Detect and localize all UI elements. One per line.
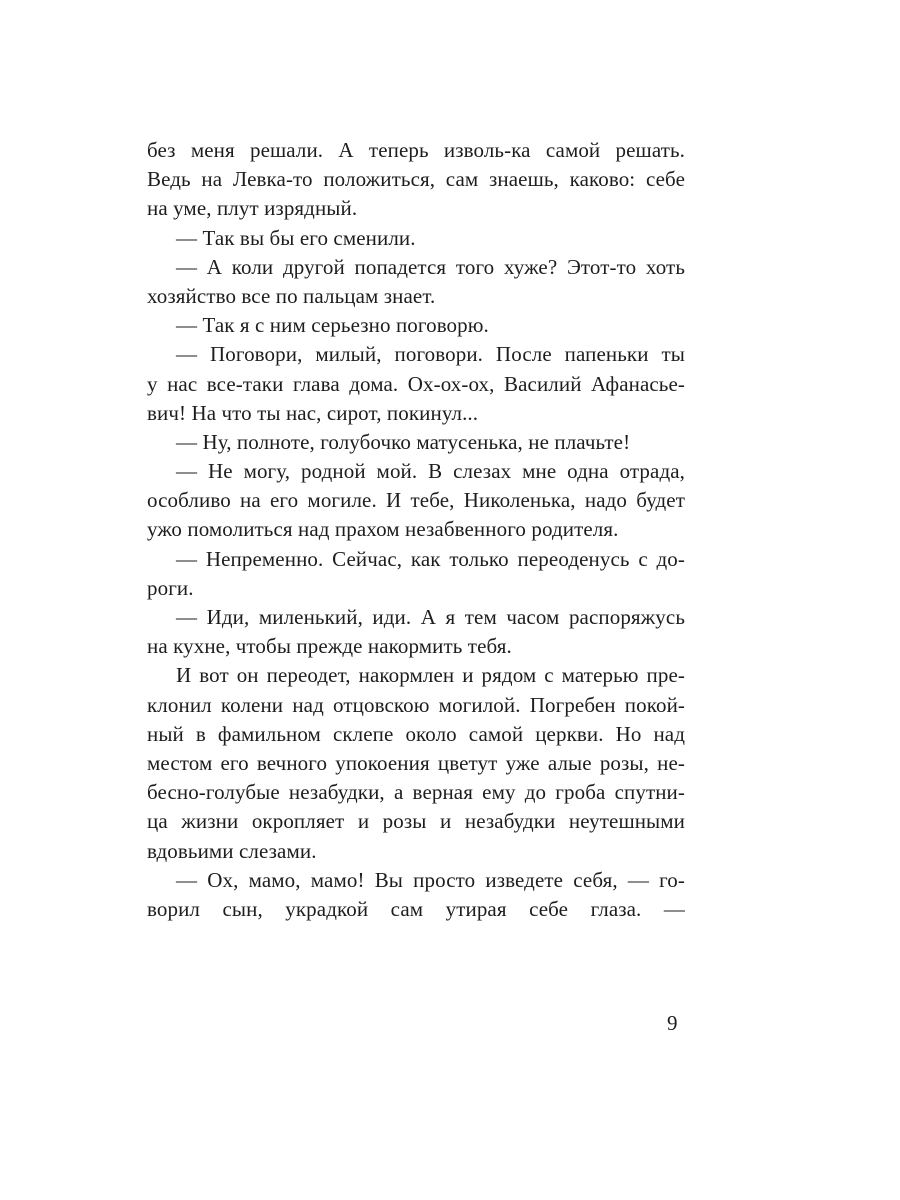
text-line: — Так я с ним серьезно поговорю. [176, 313, 489, 338]
text-line: на уме, плут изрядный. [147, 196, 358, 221]
text-line: И вот он переодет, накормлен и рядом с матерью пре- [176, 663, 685, 688]
text-line: — Иди, миленький, иди. А я тем часом распоряжусь [176, 605, 685, 629]
page-number: 9 [667, 1011, 678, 1035]
text-line: — Так вы бы его сменили. [176, 225, 416, 250]
text-line: вич! На что ты нас, сирот, покинул... [147, 400, 479, 425]
text-line: — Не могу, родной мой. В слезах мне одна отрада, [176, 459, 685, 484]
text-line: на кухне, чтобы прежде накормить тебя. [147, 634, 512, 659]
text-line: роги. [147, 575, 194, 600]
text-line: — Поговори, милый, поговори. После папеньки ты [176, 342, 685, 367]
text-line: у нас все-таки глава дома. Ох-ох-ох, Василий Афанасье- [147, 371, 685, 396]
text-line: ный в фамильном склепе около самой церкви. Но над [147, 721, 685, 746]
text-line: — Ох, мамо, мамо! Вы просто изведете себя, — го- [176, 867, 685, 892]
text-line: ца жизни окропляет и розы и незабудки неутешными [147, 809, 685, 834]
text-line: Ведь на Левка-то положиться, сам знаешь, каково: себе [147, 167, 685, 192]
text-line: — Непременно. Сейчас, как только переоденусь с до- [176, 546, 685, 571]
text-line: клонил колени над отцовскою могилой. Погребен покой- [147, 692, 685, 717]
body-text [147, 136, 685, 924]
text-line: местом его вечного упокоения цветут уже алые розы, не- [147, 750, 685, 775]
text-line: ужо помолиться над прахом незабвенного родителя. [147, 517, 619, 542]
text-line: особливо на его могиле. И тебе, Николенька, надо будет [147, 488, 685, 513]
text-line: хозяйство все по пальцам знает. [147, 283, 436, 308]
text-line: без меня решали. А теперь изволь-ка самой решать. [147, 138, 685, 162]
text-line: бесно-голубые незабудки, а верная ему до гроба спутни- [147, 780, 685, 805]
text-line: — Ну, полноте, голубочко матусенька, не плачьте! [176, 429, 631, 454]
text-line: вдовьими слезами. [147, 838, 317, 863]
text-line: — А коли другой попадется того хуже? Этот-то хоть [176, 254, 685, 279]
text-line: ворил сын, украдкой сам утирая себе глаза. — [147, 896, 685, 921]
